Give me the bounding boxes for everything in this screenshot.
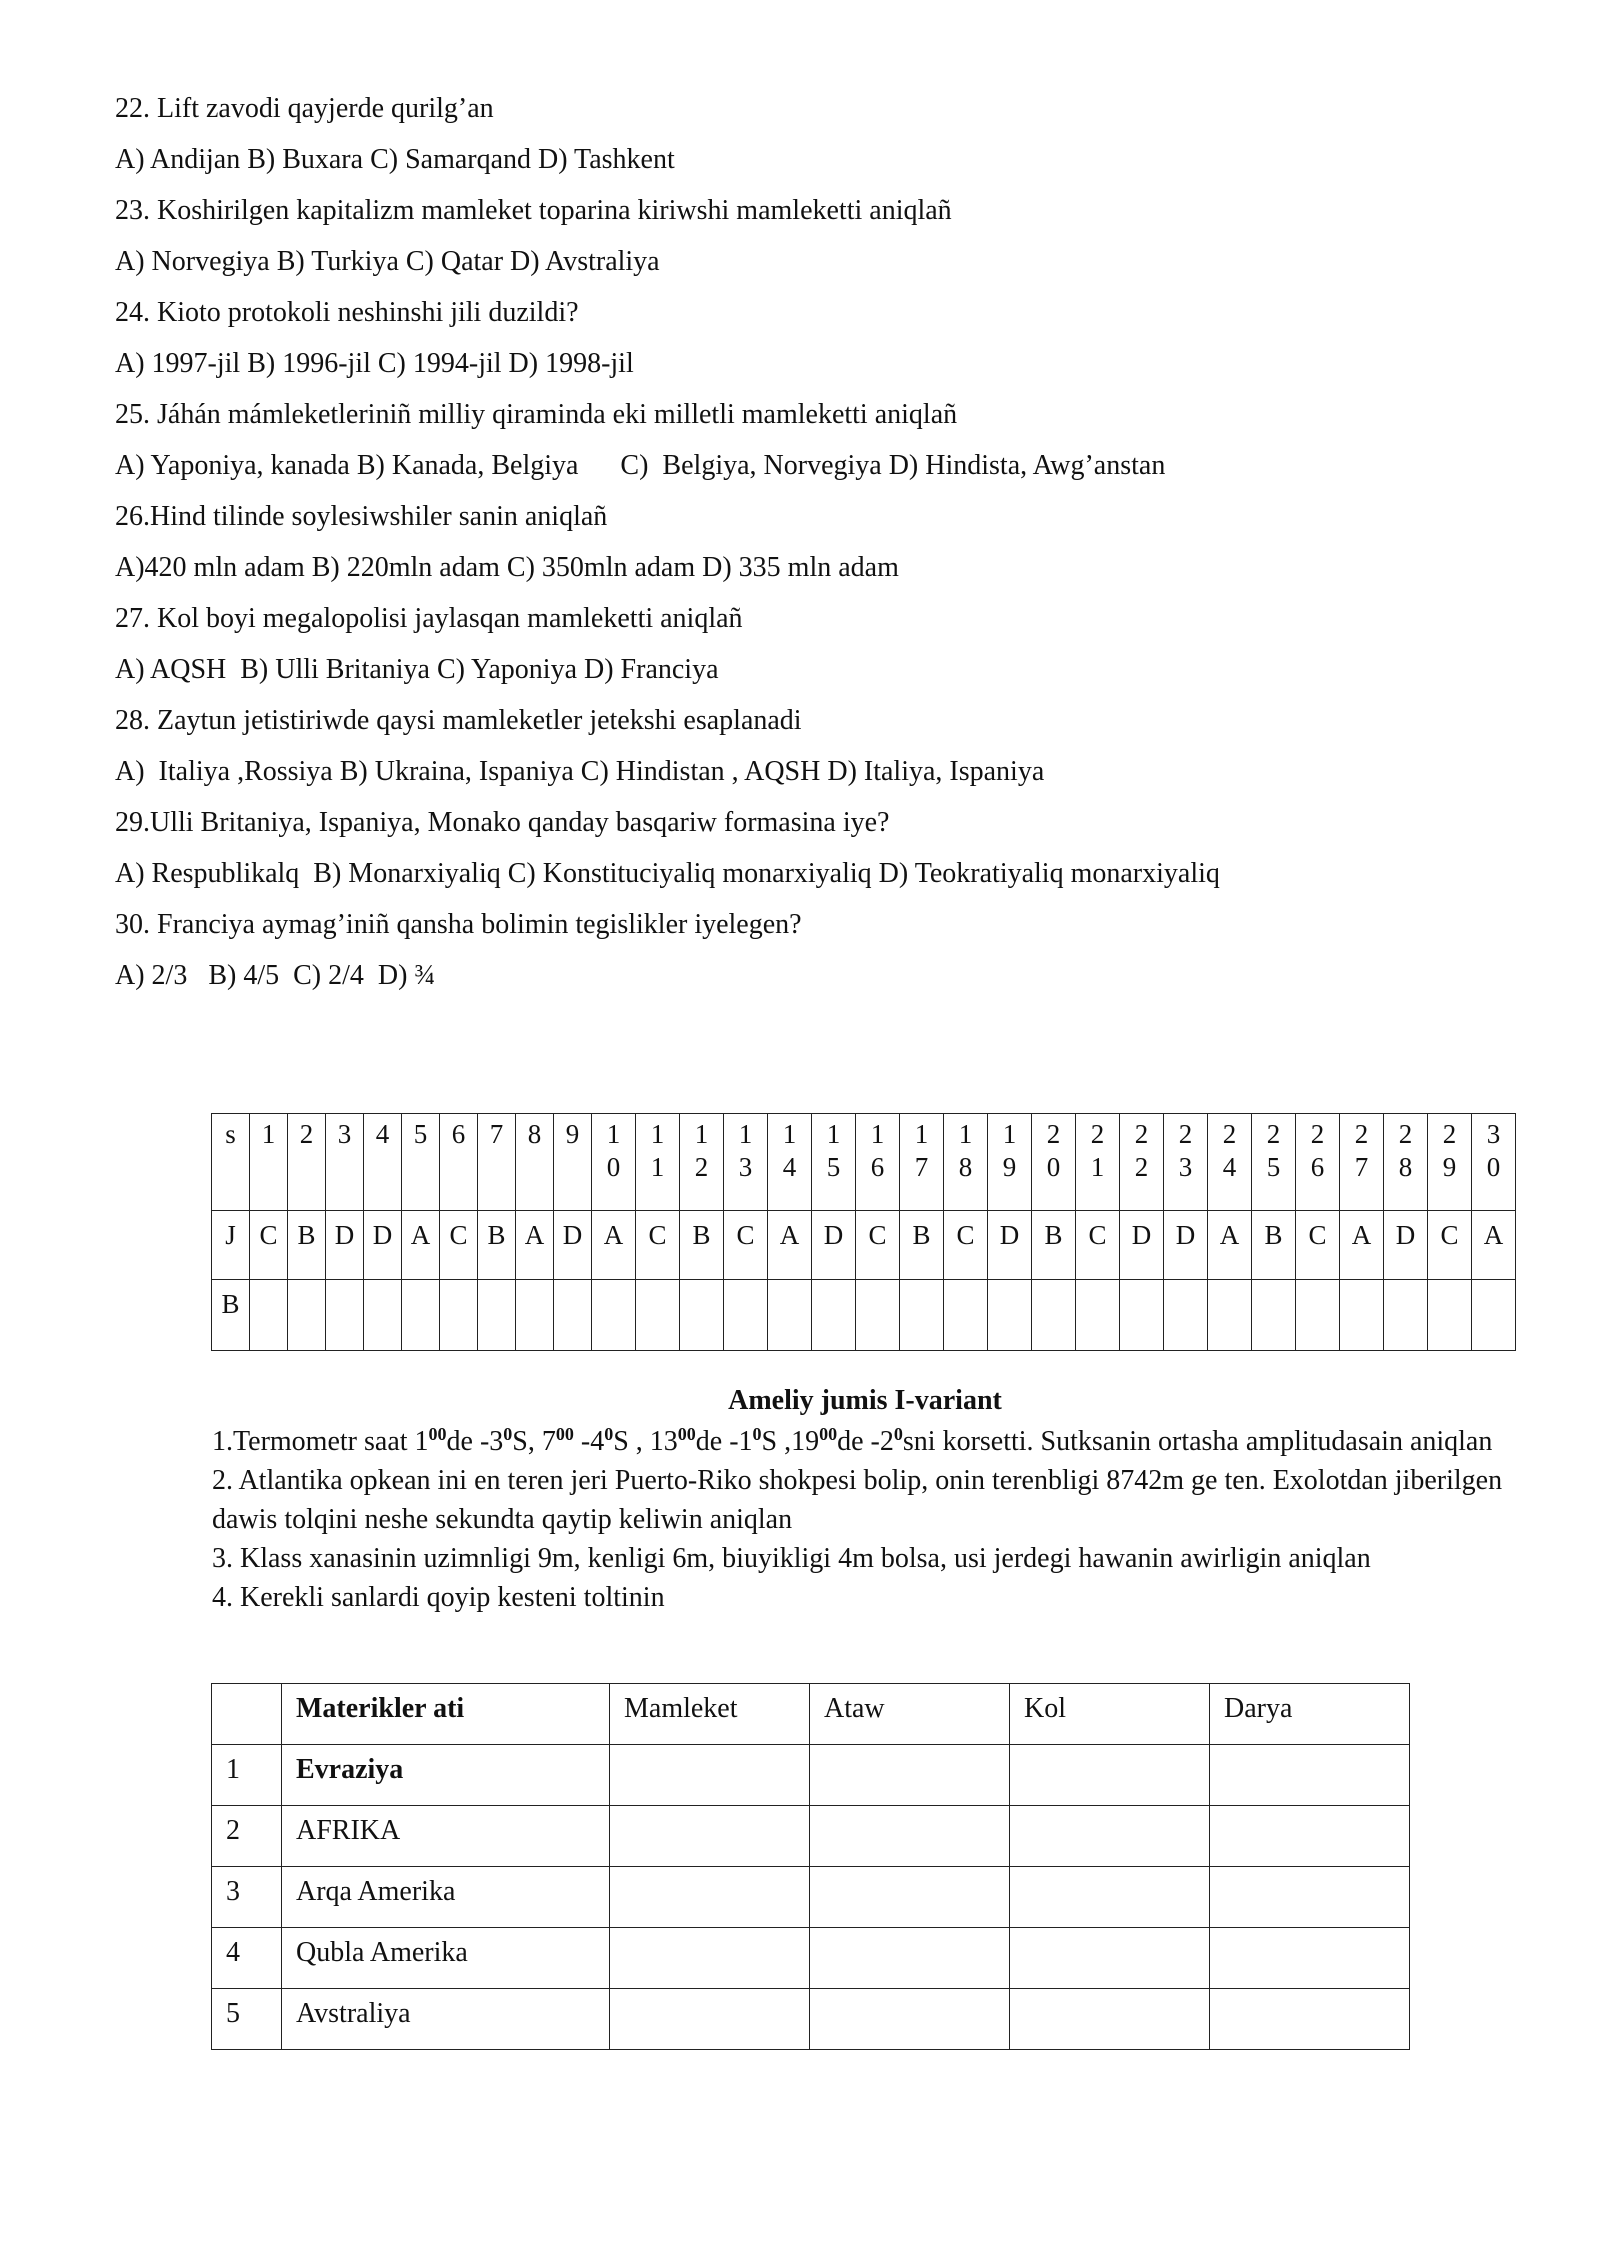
row-number: 4 — [212, 1928, 282, 1989]
answer-cell: C — [856, 1211, 900, 1280]
question-number-cell — [516, 1114, 554, 1211]
question-number-cell — [478, 1114, 516, 1211]
table-row — [212, 1806, 1410, 1867]
blank-cell[interactable] — [1010, 1806, 1210, 1867]
blank-answer-cell[interactable] — [636, 1280, 680, 1351]
task-1-text: de -3 — [446, 1426, 504, 1457]
blank-answer-cell[interactable] — [1120, 1280, 1164, 1351]
blank-answer-cell[interactable] — [900, 1280, 944, 1351]
table-row — [212, 1867, 1410, 1928]
superscript: 00 — [677, 1424, 696, 1444]
question-number: 11 — [650, 1119, 665, 1182]
superscript: 00 — [555, 1424, 574, 1444]
blank-answer-cell[interactable] — [1428, 1280, 1472, 1351]
answer-cell: C — [944, 1211, 988, 1280]
blank-answer-cell[interactable] — [1340, 1280, 1384, 1351]
answer-cell: D — [1120, 1211, 1164, 1280]
question-number-cell — [250, 1114, 288, 1211]
answer-cell: B — [900, 1211, 944, 1280]
question-number: 19 — [1002, 1119, 1017, 1182]
answer-cell: C — [724, 1211, 768, 1280]
header-cell: Kol — [1010, 1684, 1210, 1745]
answer-cell: C — [636, 1211, 680, 1280]
task-1-text: -4 — [573, 1426, 605, 1457]
blank-cell[interactable] — [1010, 1867, 1210, 1928]
task-1-text: S ,19 — [761, 1426, 820, 1457]
question-text: 22. Lift zavodi qayjerde qurilg’an — [115, 93, 494, 124]
blank-answer-cell[interactable] — [288, 1280, 326, 1351]
question-text: 25. Jáhán mámleketleriniñ milliy qiraminda eki milletli mamleketti aniqlañ — [115, 399, 958, 430]
answer-cell: B — [680, 1211, 724, 1280]
blank-answer-cell[interactable] — [326, 1280, 364, 1351]
blank-cell[interactable] — [810, 1867, 1010, 1928]
answer-options: A) 2/3 B) 4/5 C) 2/4 D) ¾ — [115, 960, 436, 991]
task-2: 2. Atlantika opkean ini en teren jeri Puerto-Riko shokpesi bolip, onin terenbligi 8742m ge ten. Exolotdan jiberilgen dawis tolqini neshe sekundta qaytip keliwin aniqlan — [212, 1465, 1503, 1535]
continent-name: Arqa Amerika — [282, 1867, 610, 1928]
task-1-text: sni korsetti. Sutksanin ortasha amplitudasain aniqlan — [902, 1426, 1493, 1457]
question-number-cell — [1472, 1114, 1516, 1211]
answer-cell: C — [1296, 1211, 1340, 1280]
question-number: 5 — [413, 1119, 428, 1149]
question-number: 3 — [337, 1119, 352, 1149]
question-number: 28 — [1398, 1119, 1413, 1182]
question-number: 26 — [1310, 1119, 1325, 1182]
answer-cell: C — [440, 1211, 478, 1280]
question-number-cell — [1252, 1114, 1296, 1211]
blank-cell[interactable] — [1210, 1806, 1410, 1867]
task-1-text: de -1 — [695, 1426, 753, 1457]
question-number-cell — [1164, 1114, 1208, 1211]
blank-answer-cell[interactable] — [768, 1280, 812, 1351]
superscript: 0 — [752, 1424, 762, 1444]
continent-name: Avstraliya — [282, 1989, 610, 2050]
question-number-cell — [1340, 1114, 1384, 1211]
blank-answer-cell[interactable] — [1252, 1280, 1296, 1351]
blank-answer-cell[interactable] — [516, 1280, 554, 1351]
question-number-cell — [1208, 1114, 1252, 1211]
question-number-cell — [1384, 1114, 1428, 1211]
blank-answer-cell[interactable] — [680, 1280, 724, 1351]
question-number-cell — [364, 1114, 402, 1211]
question-number-cell — [900, 1114, 944, 1211]
answer-cell: B — [1032, 1211, 1076, 1280]
question-number: 27 — [1354, 1119, 1369, 1182]
practical-title: Ameliy jumis I-variant — [728, 1385, 1002, 1416]
answer-key-row-label: J — [212, 1211, 250, 1280]
task-1-text: 1.Termometr saat 1 — [212, 1426, 429, 1457]
row-number: 5 — [212, 1989, 282, 2050]
answer-cell: C — [1428, 1211, 1472, 1280]
question-number: 30 — [1486, 1119, 1501, 1182]
answer-options: A) Respublikalq B) Monarxiyaliq C) Konstituciyaliq monarxiyaliq D) Teokratiyaliq monarxiyaliq — [115, 858, 1220, 889]
question-number: 15 — [826, 1119, 841, 1182]
question-number: 20 — [1046, 1119, 1061, 1182]
blank-cell[interactable] — [1010, 1745, 1210, 1806]
blank-answer-cell[interactable] — [554, 1280, 592, 1351]
question-text: 26.Hind tilinde soylesiwshiler sanin aniqlañ — [115, 501, 608, 532]
answer-cell: B — [1252, 1211, 1296, 1280]
blank-cell[interactable] — [810, 1806, 1010, 1867]
continents-header-row — [212, 1684, 1410, 1745]
question-number: 29 — [1442, 1119, 1457, 1182]
question-text: 29.Ulli Britaniya, Ispaniya, Monako qanday basqariw formasina iye? — [115, 807, 890, 838]
blank-cell[interactable] — [1210, 1745, 1410, 1806]
answer-cell: A — [768, 1211, 812, 1280]
continent-name: AFRIKA — [282, 1806, 610, 1867]
answer-cell: D — [1384, 1211, 1428, 1280]
answer-cell: B — [478, 1211, 516, 1280]
answer-cell: D — [1164, 1211, 1208, 1280]
answer-cell: C — [1076, 1211, 1120, 1280]
blank-cell[interactable] — [610, 1928, 810, 1989]
answer-cell: A — [592, 1211, 636, 1280]
question-text: 27. Kol boyi megalopolisi jaylasqan mamleketti aniqlañ — [115, 603, 743, 634]
answer-cell: A — [402, 1211, 440, 1280]
continents-table — [211, 1683, 1410, 2050]
table-row — [212, 1989, 1410, 2050]
blank-cell[interactable] — [1210, 1928, 1410, 1989]
blank-answer-cell[interactable] — [250, 1280, 288, 1351]
answer-key-table — [211, 1113, 1516, 1351]
answer-cell: A — [1208, 1211, 1252, 1280]
question-number-cell — [554, 1114, 592, 1211]
blank-answer-cell[interactable] — [1296, 1280, 1340, 1351]
header-cell — [212, 1684, 282, 1745]
answer-options: A) Yaponiya, kanada B) Kanada, Belgiya C) Belgiya, Norvegiya D) Hindista, Awg’anstan — [115, 450, 1166, 481]
blank-cell[interactable] — [810, 1989, 1010, 2050]
table-row — [212, 1745, 1410, 1806]
task-4: 4. Kerekli sanlardi qoyip kesteni toltinin — [212, 1582, 665, 1613]
answer-cell: D — [364, 1211, 402, 1280]
blank-cell[interactable] — [1210, 1867, 1410, 1928]
question-number: 24 — [1222, 1119, 1237, 1182]
question-number-cell — [440, 1114, 478, 1211]
continent-name: Qubla Amerika — [282, 1928, 610, 1989]
question-number-cell — [1032, 1114, 1076, 1211]
blank-answer-cell[interactable] — [944, 1280, 988, 1351]
question-number: 18 — [958, 1119, 973, 1182]
question-number: 4 — [375, 1119, 390, 1149]
blank-cell[interactable] — [1010, 1989, 1210, 2050]
superscript: 00 — [819, 1424, 838, 1444]
blank-answer-cell[interactable] — [1032, 1280, 1076, 1351]
question-number: 7 — [489, 1119, 504, 1149]
answer-cell: B — [288, 1211, 326, 1280]
continent-name: Evraziya — [282, 1745, 610, 1806]
question-number-cell — [944, 1114, 988, 1211]
question-text: 28. Zaytun jetistiriwde qaysi mamleketler jetekshi esaplanadi — [115, 705, 802, 736]
row-number: 3 — [212, 1867, 282, 1928]
question-number: 22 — [1134, 1119, 1149, 1182]
header-cell: Darya — [1210, 1684, 1410, 1745]
question-number: 1 — [261, 1119, 276, 1149]
superscript: 00 — [428, 1424, 447, 1444]
blank-answer-cell[interactable] — [402, 1280, 440, 1351]
blank-cell[interactable] — [610, 1806, 810, 1867]
blank-answer-cell[interactable] — [1208, 1280, 1252, 1351]
question-text: 23. Koshirilgen kapitalizm mamleket toparina kiriwshi mamleketti aniqlañ — [115, 195, 952, 226]
question-number: 10 — [606, 1119, 621, 1182]
blank-answer-cell[interactable] — [364, 1280, 402, 1351]
header-cell: Ataw — [810, 1684, 1010, 1745]
answer-key-blank-row — [212, 1280, 1516, 1351]
blank-answer-cell[interactable] — [440, 1280, 478, 1351]
question-number-cell — [1120, 1114, 1164, 1211]
question-number: 14 — [782, 1119, 797, 1182]
blank-answer-cell[interactable] — [988, 1280, 1032, 1351]
question-number: 2 — [299, 1119, 314, 1149]
answer-options: A) Italiya ,Rossiya B) Ukraina, Ispaniya C) Hindistan , AQSH D) Italiya, Ispaniya — [115, 756, 1045, 787]
blank-cell[interactable] — [810, 1745, 1010, 1806]
task-1-text: S, 7 — [512, 1426, 556, 1457]
question-number: 13 — [738, 1119, 753, 1182]
practical-tasks — [212, 1422, 1522, 1617]
answer-cell: C — [250, 1211, 288, 1280]
answer-options: A) Norvegiya B) Turkiya C) Qatar D) Avstraliya — [115, 246, 660, 277]
question-number: 21 — [1090, 1119, 1105, 1182]
question-number-cell — [1076, 1114, 1120, 1211]
question-number: 17 — [914, 1119, 929, 1182]
answer-key-answer-row — [212, 1211, 1516, 1280]
blank-answer-cell[interactable] — [1384, 1280, 1428, 1351]
answer-cell: A — [1472, 1211, 1516, 1280]
answer-options: A) Andijan B) Buxara C) Samarqand D) Tashkent — [115, 144, 675, 175]
task-1-text: de -2 — [837, 1426, 894, 1457]
question-number-cell — [768, 1114, 812, 1211]
question-number: 6 — [451, 1119, 466, 1149]
question-number: 25 — [1266, 1119, 1281, 1182]
blank-answer-cell[interactable] — [1472, 1280, 1516, 1351]
question-number-cell — [1296, 1114, 1340, 1211]
blank-cell[interactable] — [610, 1745, 810, 1806]
question-number: 23 — [1178, 1119, 1193, 1182]
answer-key-row-label: B — [212, 1280, 250, 1351]
task-1 — [212, 1422, 1522, 1461]
question-number-cell — [326, 1114, 364, 1211]
answer-cell: A — [516, 1211, 554, 1280]
blank-answer-cell[interactable] — [478, 1280, 516, 1351]
answer-options: A) 1997-jil B) 1996-jil C) 1994-jil D) 1998-jil — [115, 348, 634, 379]
answer-options: A)420 mln adam B) 220mln adam C) 350mln adam D) 335 mln adam — [115, 552, 899, 583]
answer-cell: D — [554, 1211, 592, 1280]
question-number-cell — [856, 1114, 900, 1211]
blank-answer-cell[interactable] — [812, 1280, 856, 1351]
superscript: 0 — [604, 1424, 614, 1444]
blank-answer-cell[interactable] — [724, 1280, 768, 1351]
blank-answer-cell[interactable] — [1076, 1280, 1120, 1351]
blank-cell[interactable] — [610, 1867, 810, 1928]
question-number: 8 — [527, 1119, 542, 1149]
row-number: 1 — [212, 1745, 282, 1806]
superscript: 0 — [893, 1424, 903, 1444]
question-number: 16 — [870, 1119, 885, 1182]
question-number-cell — [1428, 1114, 1472, 1211]
question-number-cell — [988, 1114, 1032, 1211]
question-text: 30. Franciya aymag’iniñ qansha bolimin tegislikler iyelegen? — [115, 909, 802, 940]
blank-cell[interactable] — [1210, 1989, 1410, 2050]
question-number: 9 — [565, 1119, 580, 1149]
question-number-cell — [812, 1114, 856, 1211]
question-number-cell — [680, 1114, 724, 1211]
question-text: 24. Kioto protokoli neshinshi jili duzildi? — [115, 297, 579, 328]
question-number: 12 — [694, 1119, 709, 1182]
blank-answer-cell[interactable] — [1164, 1280, 1208, 1351]
blank-cell[interactable] — [1010, 1928, 1210, 1989]
question-number-cell — [724, 1114, 768, 1211]
row-number: 2 — [212, 1806, 282, 1867]
question-list — [115, 92, 1515, 1010]
superscript: 0 — [503, 1424, 513, 1444]
answer-cell: D — [326, 1211, 364, 1280]
answer-cell: A — [1340, 1211, 1384, 1280]
question-number-cell — [402, 1114, 440, 1211]
question-number-cell — [288, 1114, 326, 1211]
question-number-cell — [636, 1114, 680, 1211]
task-1-text: S , 13 — [613, 1426, 678, 1457]
answer-key-row-label: s — [212, 1114, 250, 1211]
blank-cell[interactable] — [610, 1989, 810, 2050]
blank-answer-cell[interactable] — [856, 1280, 900, 1351]
answer-options: A) AQSH B) Ulli Britaniya C) Yaponiya D) Franciya — [115, 654, 719, 685]
question-number-cell — [592, 1114, 636, 1211]
answer-cell: D — [988, 1211, 1032, 1280]
table-row — [212, 1928, 1410, 1989]
header-cell: Materikler ati — [282, 1684, 610, 1745]
blank-cell[interactable] — [810, 1928, 1010, 1989]
answer-cell: D — [812, 1211, 856, 1280]
header-cell: Mamleket — [610, 1684, 810, 1745]
blank-answer-cell[interactable] — [592, 1280, 636, 1351]
task-3: 3. Klass xanasinin uzimnligi 9m, kenligi 6m, biuyikligi 4m bolsa, usi jerdegi hawanin awirligin aniqlan — [212, 1543, 1371, 1574]
answer-key-number-row — [212, 1114, 1516, 1211]
